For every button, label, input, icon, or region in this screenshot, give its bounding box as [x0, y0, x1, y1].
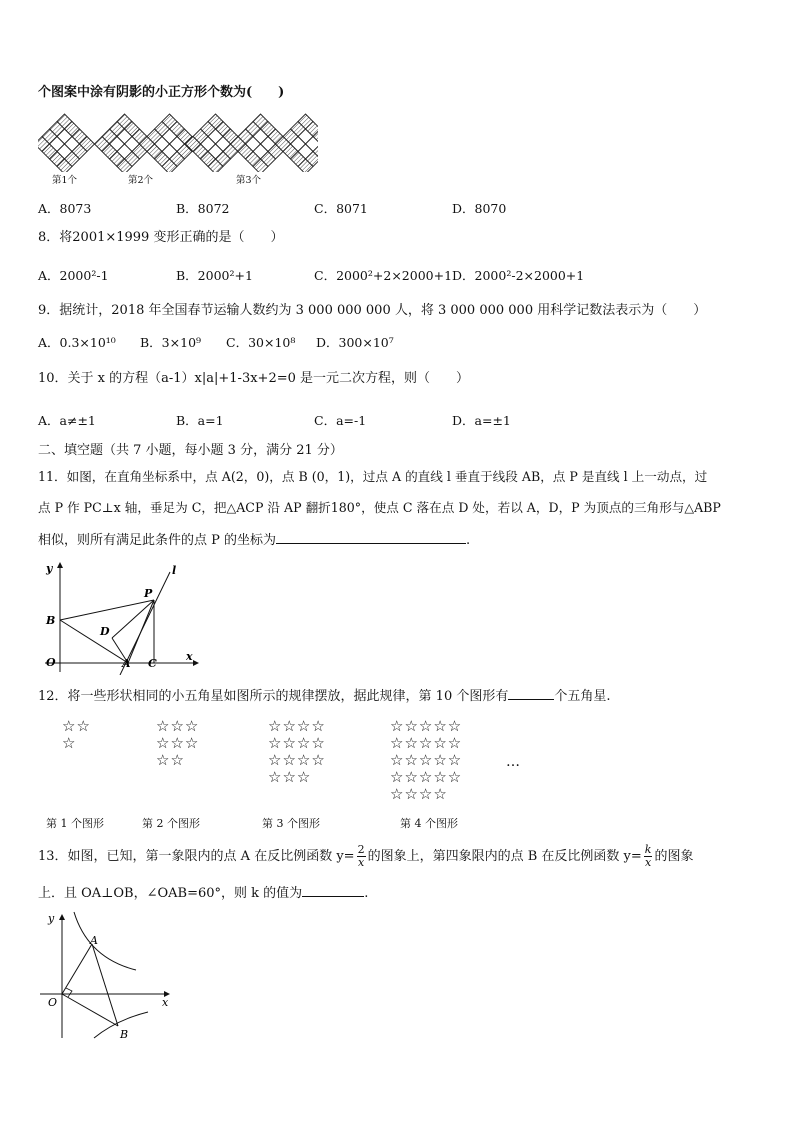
- q9-option-b: B．3×10⁹: [140, 335, 202, 350]
- fig13-label-b: B: [120, 1028, 129, 1041]
- q9-option-d: D．300×10⁷: [316, 335, 394, 350]
- section-heading: 二、填空题（共 7 小题，每小题 3 分，满分 21 分）: [38, 443, 343, 458]
- fig11-label-l: l: [172, 564, 177, 577]
- q13-stem-post: 的图象: [654, 849, 694, 864]
- q7-caption-1: 第1个: [52, 175, 78, 186]
- q11-line1: 11．如图，在直角坐标系中，点 A(2，0)，点 B (0，1)，过点 A 的直线 l 垂直于线段 AB，点 P 是直线 l 上一动点，过: [38, 469, 708, 484]
- q13-frac1-num: 2: [357, 843, 365, 856]
- q9-stem: 9．据统计，2018 年全国春节运输人数约为 3 000 000 000 人，将 3 000 000 000 用科学记数法表示为（ ）: [38, 303, 707, 318]
- q8-option-c: C．2000²+2×2000+1: [314, 268, 453, 283]
- q13-line2: [38, 884, 368, 903]
- fig11-label-b: B: [46, 614, 56, 627]
- fig11-label-c: C: [148, 657, 157, 670]
- q13-line1: [38, 838, 693, 876]
- q12-stem-pre: 12．将一些形状相同的小五角星如图所示的规律摆放，据此规律，第 10 个图形有: [38, 689, 509, 704]
- q11-line2: 点 P 作 PC⊥x 轴，垂足为 C，把△ACP 沿 AP 翻折180°，使点 C 落在点 D 处，若以 A，D，P 为顶点的三角形与△ABP: [38, 500, 721, 515]
- q12-star-figure-4: ☆☆☆☆☆ ☆☆☆☆☆ ☆☆☆☆☆ ☆☆☆☆☆ ☆☆☆☆: [390, 717, 463, 803]
- q7-option-a: A．8073: [38, 201, 92, 216]
- fig13-label-y: y: [48, 912, 55, 925]
- q7-caption-2: 第2个: [128, 175, 154, 186]
- q7-option-c: C．8071: [314, 201, 368, 216]
- fig11-label-p: P: [144, 587, 153, 600]
- fig11-label-d: D: [100, 625, 110, 638]
- q10-option-c: C．a=-1: [314, 413, 367, 428]
- q11-line3: [38, 531, 470, 550]
- q10-stem: 10．关于 x 的方程（a-1）x|a|+1-3x+2=0 是一元二次方程，则（ ）: [38, 371, 470, 386]
- q12-star-figure-3: ☆☆☆☆ ☆☆☆☆ ☆☆☆☆ ☆☆☆: [268, 717, 326, 786]
- q13-inverse-function-figure: [36, 908, 176, 1048]
- q13-frac1-den: x: [357, 856, 365, 869]
- q13-fraction-2: [644, 844, 653, 869]
- q13-frac2-num: k: [644, 843, 652, 856]
- q7-option-b: B．8072: [176, 201, 230, 216]
- q8-option-b: B．2000²+1: [176, 268, 253, 283]
- fig11-label-a: A: [122, 657, 131, 670]
- fig13-label-x: x: [162, 996, 169, 1009]
- fig13-label-a: A: [90, 934, 98, 947]
- fig11-label-o: O: [46, 656, 56, 669]
- q8-stem: 8．将2001×1999 变形正确的是（ ）: [38, 230, 284, 245]
- q10-option-d: D．a=±1: [452, 413, 511, 428]
- q13-frac2-den: x: [644, 856, 652, 869]
- q9-option-c: C．30×10⁸: [226, 335, 296, 350]
- q11-line3-end: .: [466, 533, 471, 548]
- q12-caption-3: 第 3 个图形: [262, 817, 320, 830]
- fig11-label-y: y: [46, 562, 53, 575]
- fig13-label-o: O: [48, 996, 58, 1009]
- q8-option-a: A．2000²-1: [38, 268, 109, 283]
- q12-caption-2: 第 2 个图形: [142, 817, 200, 830]
- q11-answer-blank[interactable]: [276, 531, 466, 544]
- q12-star-figure-1: ☆☆ ☆: [62, 717, 91, 752]
- q7-option-d: D．8070: [452, 201, 507, 216]
- q12-star-figure-2: ☆☆☆ ☆☆☆ ☆☆: [156, 717, 200, 769]
- q11-coordinate-figure: [40, 560, 200, 675]
- q12-answer-blank[interactable]: [508, 687, 554, 700]
- q12-caption-4: 第 4 个图形: [400, 817, 458, 830]
- q13-stem-mid: 的图象上，第四象限内的点 B 在反比例函数 y=: [367, 849, 642, 864]
- q7-pattern-figure: [38, 112, 318, 172]
- q12-ellipsis: …: [506, 754, 520, 770]
- q10-option-a: A．a≠±1: [38, 413, 96, 428]
- q13-line2-text: 上．且 OA⊥OB，∠OAB=60°，则 k 的值为: [38, 886, 303, 901]
- q12-stem-post: 个五角星.: [554, 689, 611, 704]
- q13-answer-blank[interactable]: [302, 884, 364, 897]
- q12-caption-1: 第 1 个图形: [46, 817, 104, 830]
- q7-caption-3: 第3个: [236, 175, 262, 186]
- q11-line3-text: 相似，则所有满足此条件的点 P 的坐标为: [38, 533, 277, 548]
- q10-option-b: B．a=1: [176, 413, 224, 428]
- curve-first-quadrant: [74, 912, 136, 970]
- q13-stem-pre: 13．如图，已知，第一象限内的点 A 在反比例函数 y=: [38, 849, 355, 864]
- q13-line2-end: .: [364, 886, 369, 901]
- q9-option-a: A．0.3×10¹⁰: [38, 335, 116, 350]
- q7-stem: 个图案中涂有阴影的小正方形个数为( ): [38, 85, 285, 100]
- q12-stem: [38, 687, 611, 706]
- q8-option-d: D．2000²-2×2000+1: [452, 268, 585, 283]
- fig11-label-x: x: [186, 650, 193, 663]
- q13-fraction-1: [357, 844, 366, 869]
